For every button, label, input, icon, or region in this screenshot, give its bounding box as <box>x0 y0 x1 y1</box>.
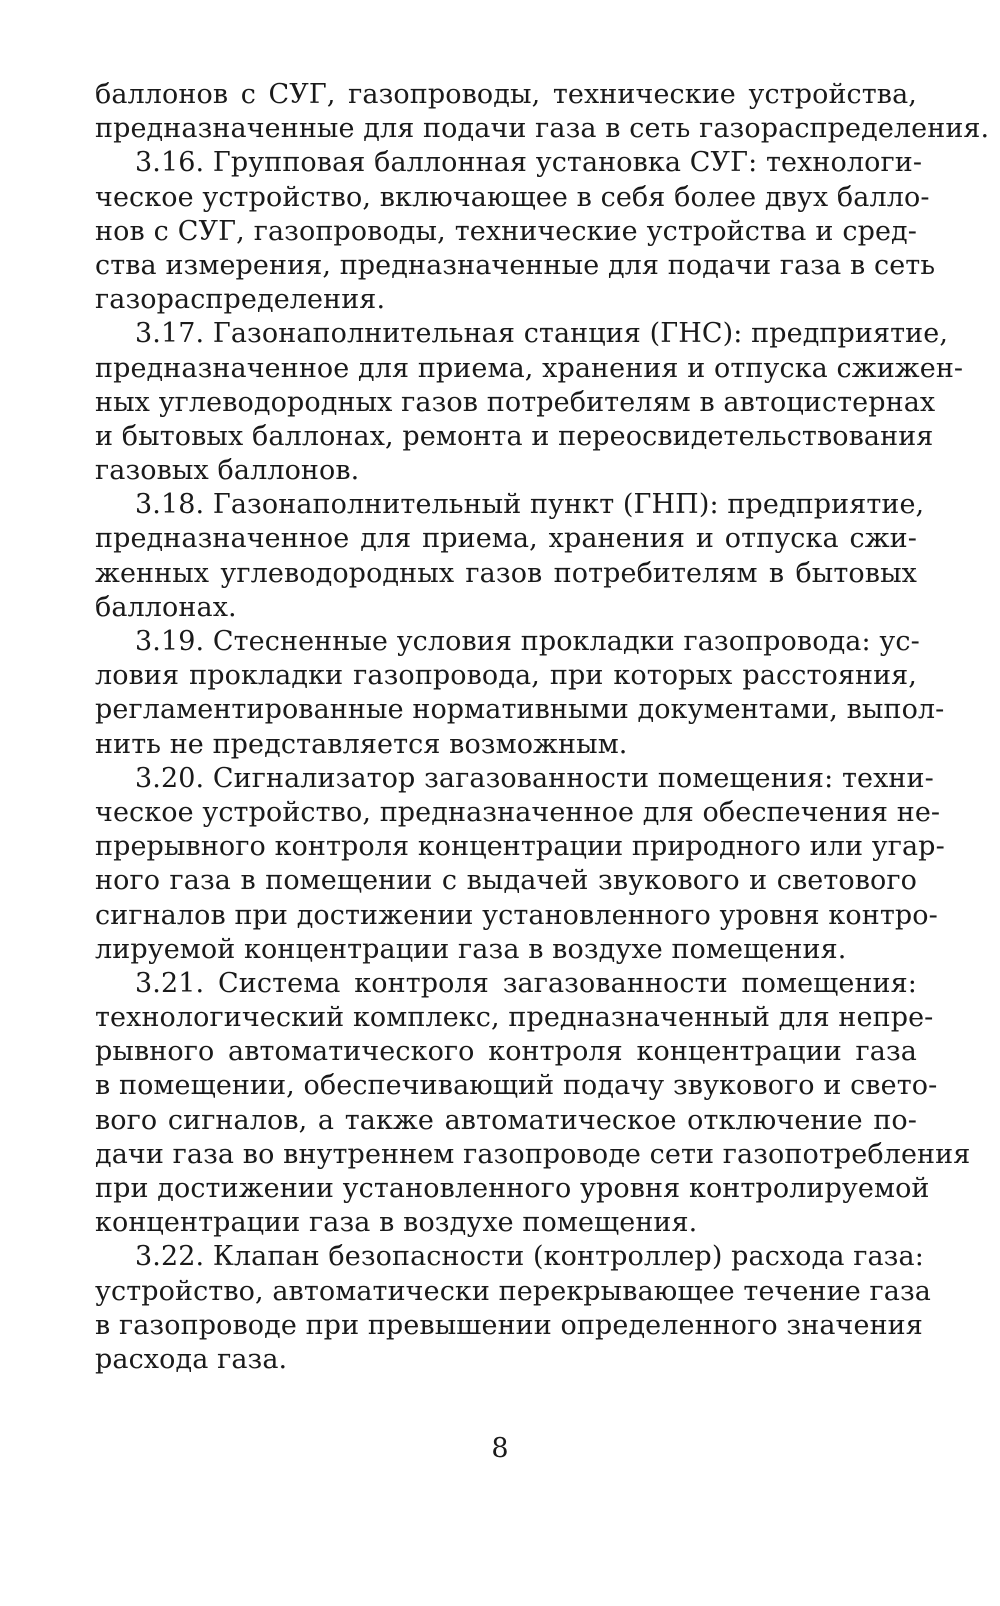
text-line: расхода газа. <box>95 1343 288 1375</box>
text-line: баллонов с СУГ, газопроводы, технические устройства, <box>95 79 917 110</box>
text-line: предназначенное для приема, хранения и отпуска сжижен- <box>95 352 964 384</box>
text-line: вого сигналов, а также автоматическое отключение по- <box>95 1104 917 1136</box>
text-line: 3.18. Газонаполнительный пункт (ГНП): предприятие, <box>135 489 925 521</box>
text-line: ства измерения, предназначенные для подачи газа в сеть <box>95 249 936 281</box>
paragraph <box>95 1240 931 1377</box>
text-line: предназначенные для подачи газа в сеть газораспределения. <box>95 113 990 145</box>
page-number: 8 <box>491 1433 509 1464</box>
text-line: дачи газа во внутреннем газопроводе сети газопотребления <box>95 1138 971 1170</box>
paragraph <box>95 146 936 317</box>
text-line: ловия прокладки газопровода, при которых расстояния, <box>95 660 917 692</box>
text-line: газовых баллонов. <box>95 455 360 487</box>
paragraph <box>95 762 945 967</box>
paragraph <box>95 967 971 1241</box>
text-line: при достижении установленного уровня контролируемой <box>95 1173 930 1204</box>
document-page <box>95 78 990 1377</box>
text-line: регламентированные нормативными документами, выпол- <box>95 694 945 726</box>
text-line: устройство, автоматически перекрывающее течение газа <box>95 1275 931 1307</box>
text-line: технологический комплекс, предназначенный для непре- <box>95 1002 934 1034</box>
text-line: 3.16. Групповая баллонная установка СУГ: технологи- <box>135 147 923 179</box>
text-line: рывного автоматического контроля концентрации газа <box>95 1036 917 1068</box>
text-line: в газопроводе при превышении определенного значения <box>95 1309 923 1341</box>
text-line: баллонах. <box>95 591 237 623</box>
text-line: 3.17. Газонаполнительная станция (ГНС): предприятие, <box>135 318 949 350</box>
text-line: лируемой концентрации газа в воздухе помещения. <box>95 933 847 965</box>
text-line: и бытовых баллонах, ремонта и переосвидетельствования <box>95 420 934 452</box>
text-line: ного газа в помещении с выдачей звукового и светового <box>95 865 917 897</box>
text-line: ческое устройство, включающее в себя более двух балло- <box>95 181 930 213</box>
text-line: предназначенное для приема, хранения и отпуска сжи- <box>95 523 917 555</box>
text-line: сигналов при достижении установленного уровня контро- <box>95 899 938 931</box>
text-line: прерывного контроля концентрации природного или угар- <box>95 831 945 863</box>
text-line: газораспределения. <box>95 284 386 316</box>
text-line: нов с СУГ, газопроводы, технические устройства и сред- <box>95 215 917 247</box>
paragraph <box>95 317 964 488</box>
text-line: женных углеводородных газов потребителям в бытовых <box>95 557 917 589</box>
paragraph <box>95 488 925 625</box>
text-line: ных углеводородных газов потребителям в автоцистернах <box>95 386 936 418</box>
paragraph <box>95 625 945 762</box>
text-line: в помещении, обеспечивающий подачу звукового и свето- <box>95 1070 938 1102</box>
text-line: 3.19. Стесненные условия прокладки газопровода: ус- <box>135 626 920 657</box>
text-line: 3.21. Система контроля загазованности помещения: <box>135 967 917 999</box>
paragraph <box>95 78 990 146</box>
text-line: концентрации газа в воздухе помещения. <box>95 1207 698 1239</box>
text-line: 3.20. Сигнализатор загазованности помещения: техни- <box>135 762 934 794</box>
text-line: 3.22. Клапан безопасности (контроллер) расхода газа: <box>135 1241 924 1273</box>
text-line: ческое устройство, предназначенное для обеспечения не- <box>95 796 941 828</box>
text-line: нить не представляется возможным. <box>95 728 628 760</box>
